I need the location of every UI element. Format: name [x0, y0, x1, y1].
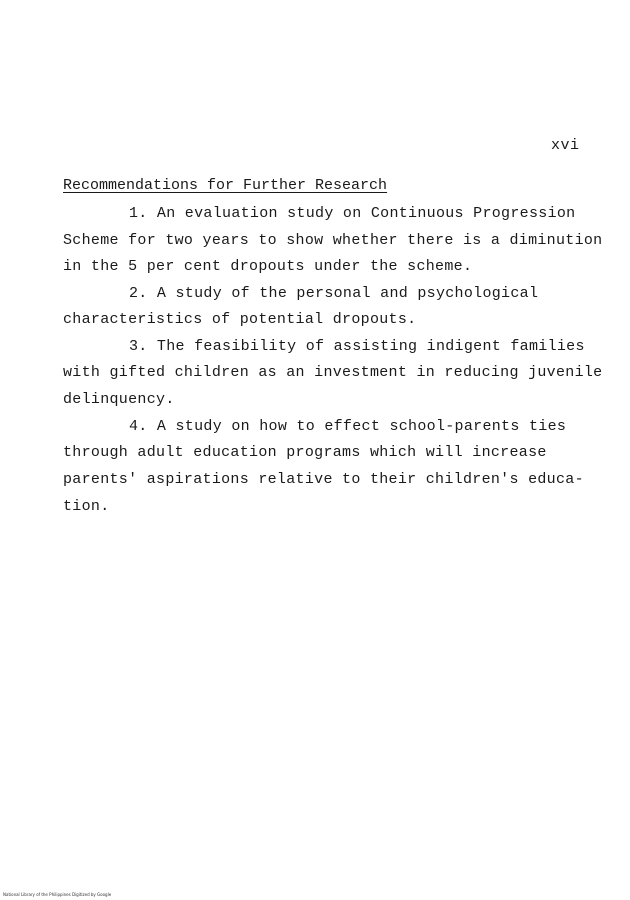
recommendation-3-line-2: with gifted children as an investment in reducing juvenile	[63, 364, 603, 381]
section-heading: Recommendations for Further Research	[63, 177, 388, 194]
footer-attribution: National Library of the Philippines Digitized by Google	[3, 892, 112, 897]
recommendation-1-line-1: 1. An evaluation study on Continuous Progression	[129, 205, 576, 222]
recommendation-2-line-1: 2. A study of the personal and psychological	[129, 285, 539, 302]
recommendation-1-line-3: in the 5 per cent dropouts under the scheme.	[63, 258, 473, 275]
recommendation-4-line-3: parents' aspirations relative to their children's educa-	[63, 471, 584, 488]
recommendation-1-line-2: Scheme for two years to show whether there is a diminution	[63, 232, 603, 249]
recommendation-3-line-3: delinquency.	[63, 391, 175, 408]
recommendation-3-line-1: 3. The feasibility of assisting indigent families	[129, 338, 585, 355]
recommendation-2-line-2: characteristics of potential dropouts.	[63, 311, 417, 328]
recommendation-4-line-1: 4. A study on how to effect school-parents ties	[129, 418, 567, 435]
recommendation-4-line-2: through adult education programs which will increase	[63, 444, 547, 461]
recommendation-4-line-4: tion.	[63, 498, 110, 515]
page-number: xvi	[551, 137, 580, 154]
